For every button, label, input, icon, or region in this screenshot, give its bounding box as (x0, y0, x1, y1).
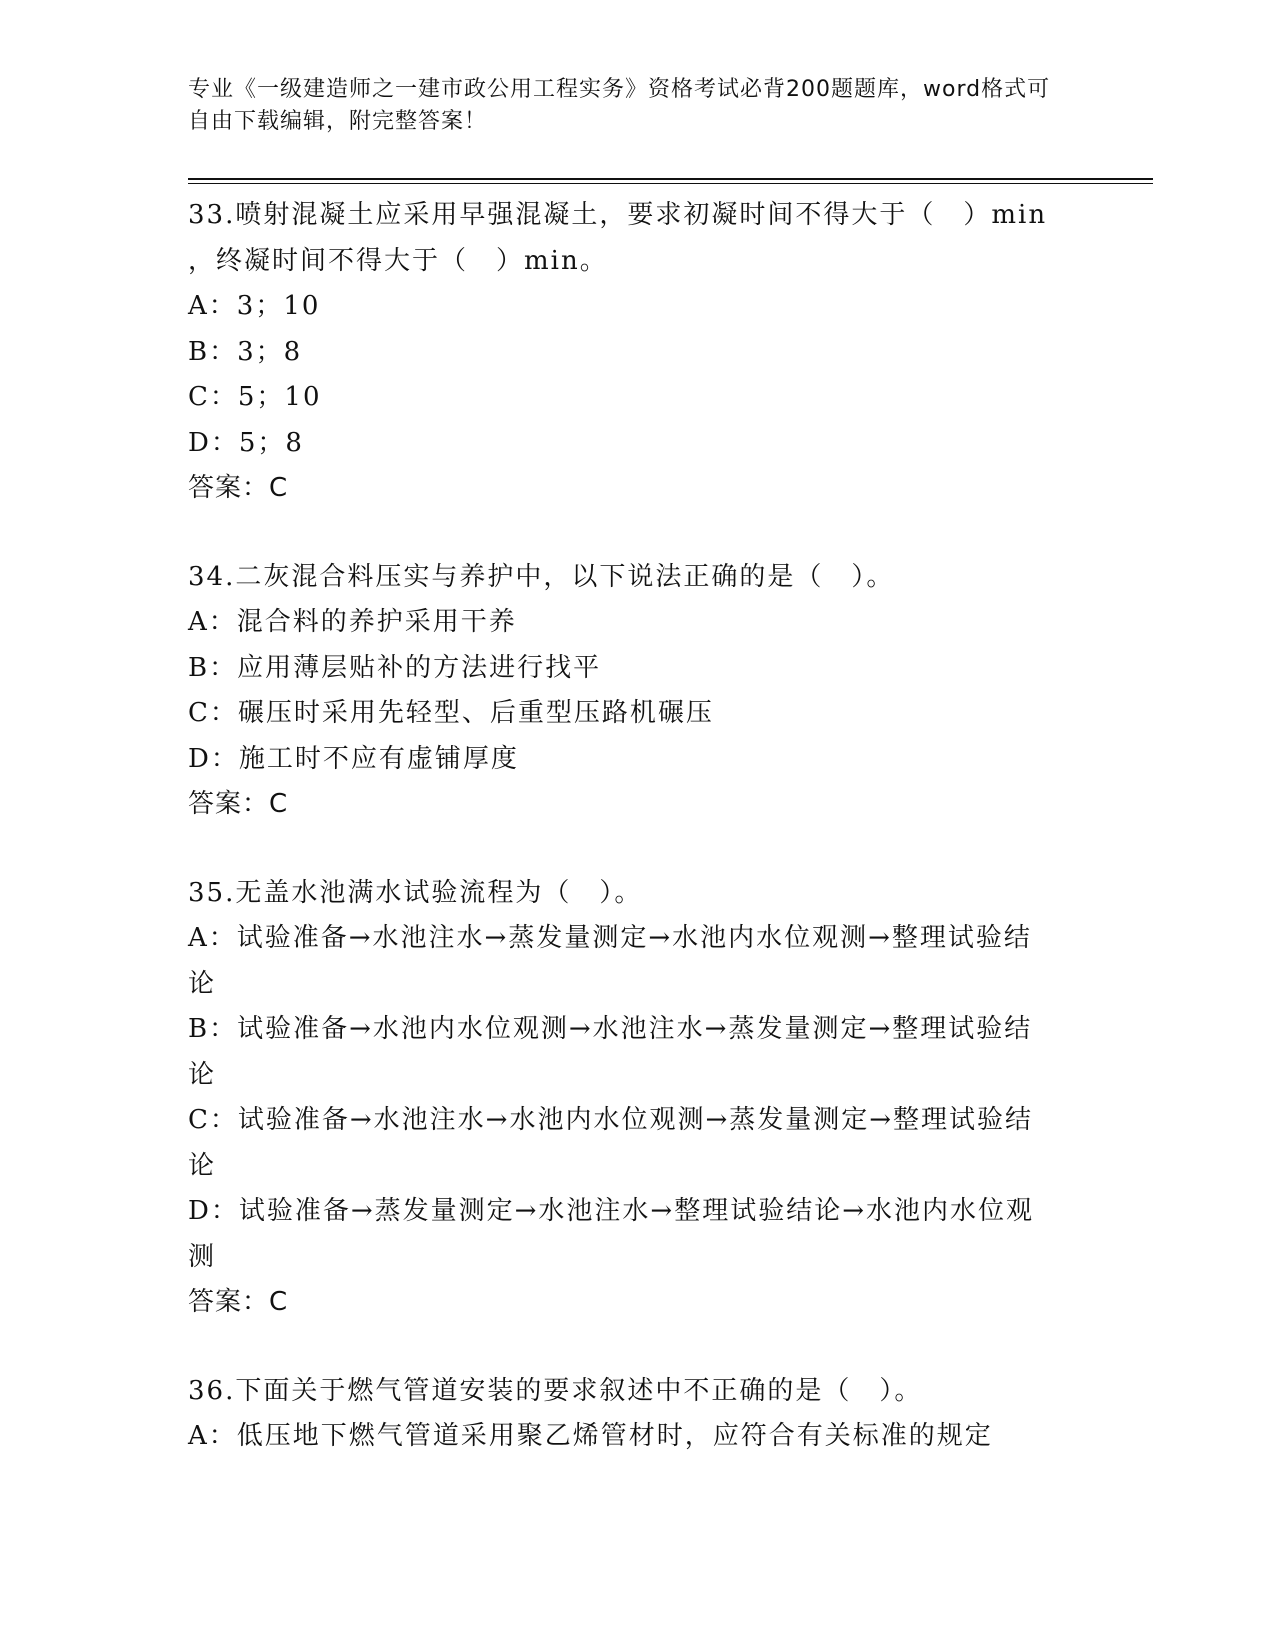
question-33 (188, 193, 1068, 512)
question-stem-line: 34.二灰混合料压实与养护中，以下说法正确的是（ ）。 (188, 561, 895, 592)
question-34 (188, 555, 1068, 828)
option-a: A：3；10 (188, 291, 321, 321)
option-c-continued: 论 (188, 1150, 217, 1181)
option-a-continued: 论 (188, 968, 217, 999)
question-stem-line: ，终凝时间不得大于（ ）min。 (188, 245, 608, 276)
option-d: D：施工时不应有虚铺厚度 (188, 743, 519, 774)
question-stem-line: 36.下面关于燃气管道安装的要求叙述中不正确的是（ ）。 (188, 1375, 923, 1406)
question-36 (188, 1369, 1068, 1460)
question-35 (188, 871, 1068, 1326)
option-b: B：3；8 (188, 336, 303, 367)
option-d: D：5；8 (188, 427, 304, 458)
option-b-continued: 论 (188, 1059, 217, 1090)
option-a: A：混合料的养护采用干养 (188, 607, 517, 637)
question-stem-line: 33.喷射混凝土应采用早强混凝土，要求初凝时间不得大于（ ）min (188, 200, 1048, 230)
option-b: B：试验准备→水池内水位观测→水池注水→蒸发量测定→整理试验结 (188, 1014, 1033, 1044)
answer-line: 答案：C (188, 789, 289, 819)
option-c: C：碾压时采用先轻型、后重型压路机碾压 (188, 698, 714, 728)
question-stem-line: 35.无盖水池满水试验流程为（ ）。 (188, 877, 643, 908)
option-c: C：5；10 (188, 382, 322, 412)
document-header: 专业《一级建造师之一建市政公用工程实务》资格考试必背200题题库，word格式可自由下载编辑，附完整答案！ (188, 77, 1051, 134)
option-c: C：试验准备→水池注水→水池内水位观测→蒸发量测定→整理试验结 (188, 1105, 1034, 1135)
header-rule-thick (188, 178, 1153, 180)
option-a: A：试验准备→水池注水→蒸发量测定→水池内水位观测→整理试验结 (188, 923, 1032, 953)
option-b: B：应用薄层贴补的方法进行找平 (188, 652, 602, 683)
option-a: A：低压地下燃气管道采用聚乙烯管材时，应符合有关标准的规定 (188, 1421, 993, 1451)
option-d: D：试验准备→蒸发量测定→水池注水→整理试验结论→水池内水位观 (188, 1196, 1034, 1226)
question-list (188, 193, 1068, 1503)
answer-line: 答案：C (188, 473, 289, 503)
answer-line: 答案：C (188, 1287, 289, 1317)
option-d-continued: 测 (188, 1241, 217, 1272)
header-rule-thin (188, 183, 1153, 184)
